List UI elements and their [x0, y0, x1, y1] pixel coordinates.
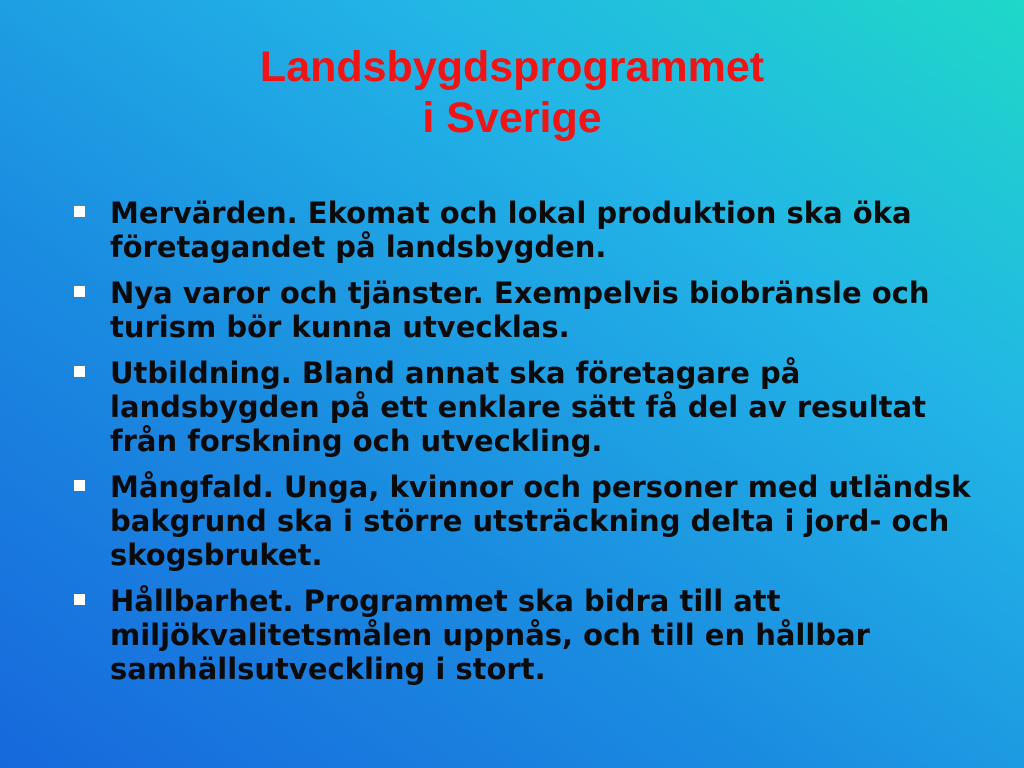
square-bullet-icon — [74, 286, 85, 297]
bullet-item-mervarden — [72, 196, 992, 264]
square-bullet-icon — [74, 206, 85, 217]
slide-title-line-1: Landsbygdsprogrammet — [259, 43, 765, 91]
bullet-text: Utbildning. Bland annat ska företagare på landsbygden på ett enklare sätt få del av resultat från forskning och utveckling. — [110, 356, 926, 458]
square-bullet-icon — [74, 480, 85, 491]
bullet-item-mangfald — [72, 470, 992, 572]
bullet-item-utbildning — [72, 356, 992, 458]
bullet-list — [72, 196, 992, 698]
bullet-item-hallbarhet — [72, 584, 992, 686]
square-bullet-icon — [74, 366, 85, 377]
bullet-text: Mervärden. Ekomat och lokal produktion ska öka företagandet på landsbygden. — [110, 196, 912, 264]
bullet-text: Mångfald. Unga, kvinnor och personer med utländsk bakgrund ska i större utsträckning delta i jord- och skogsbruket. — [110, 470, 971, 572]
bullet-text: Nya varor och tjänster. Exempelvis biobränsle och turism bör kunna utvecklas. — [110, 276, 930, 344]
slide-title — [0, 42, 1024, 144]
bullet-text: Hållbarhet. Programmet ska bidra till att miljökvalitetsmålen uppnås, och till en hållbar samhällsutveckling i stort. — [110, 584, 870, 686]
square-bullet-icon — [74, 594, 85, 605]
slide-title-line-2: i Sverige — [422, 94, 602, 142]
bullet-item-nya-varor — [72, 276, 992, 344]
